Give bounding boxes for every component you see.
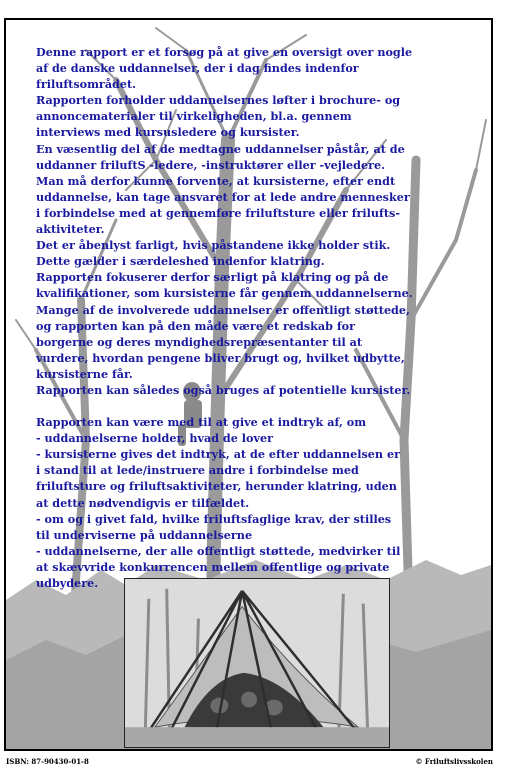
text-line: - om og i givet fald, hvilke friluftsfaglige krav, der stilles	[36, 511, 392, 526]
text-line: borgerne og deres myndighedsrepræsentanter til at	[36, 334, 363, 349]
page-frame	[4, 18, 493, 751]
text-line: i forbindelse med at gennemføre friluftsture eller frilufts-	[36, 205, 400, 220]
text-line: aktiviteter.	[36, 222, 105, 237]
isbn-label: ISBN: 87-90430-01-8	[6, 757, 89, 766]
text-line: at dette nødvendigvis er tilfældet.	[36, 495, 250, 510]
text-line: En væsentlig del af de medtagne uddannelser påstår, at de	[36, 141, 405, 156]
text-line: kursisterne får.	[36, 366, 133, 381]
text-line: Dette gælder i særdeleshed indenfor klatring.	[36, 254, 325, 269]
text-line: - kursisterne gives det indtryk, at de efter uddannelsen er	[36, 447, 400, 462]
text-line: og rapporten kan på den måde være et redskab for	[36, 318, 356, 333]
text-line: Mange af de involverede uddannelser er offentligt støttede,	[36, 302, 410, 317]
text-line: annoncematerialer til virkeligheden, bl.a. gennem	[36, 109, 352, 124]
text-line: til underviserne på uddannelserne	[36, 527, 253, 542]
text-line: - uddannelserne holder, hvad de lover	[36, 431, 273, 446]
text-line: - uddannelserne, der alle offentligt støttede, medvirker til	[36, 543, 401, 558]
text-line: uddannelse, kan tage ansvaret for at lede andre mennesker	[36, 189, 410, 204]
text-line: af de danske uddannelser, der i dag findes indenfor	[36, 61, 359, 76]
text-line: i stand til at lede/instruere andre i forbindelse med	[36, 463, 359, 478]
text-line: Rapporten fokuserer derfor særligt på klatring og på de	[36, 270, 389, 285]
text-line: uddanner friluftS -ledere, -instruktører eller -vejledere.	[36, 157, 386, 172]
text-line: interviews med kursusledere og kursister.	[36, 125, 300, 140]
text-line: Man må derfor kunne forvente, at kursisterne, efter endt	[36, 173, 396, 188]
paragraph-gap	[36, 398, 476, 414]
text-line: friluftsture og friluftsaktiviteter, herunder klatring, uden	[36, 479, 397, 494]
text-line: friluftsområdet.	[36, 77, 137, 92]
text-line: Det er åbenlyst farligt, hvis påstandene ikke holder stik.	[36, 238, 391, 253]
text-line: udbydere.	[36, 576, 99, 590]
text-line: Rapporten forholder uddannelsernes løfter i brochure- og	[36, 93, 401, 108]
text-line: at skævvride konkurrencen mellem offentlige og private	[36, 559, 390, 574]
tent-photo	[124, 578, 390, 748]
report-intro-text	[36, 44, 476, 591]
copyright-label: © Friluftslivsskolen	[415, 757, 493, 766]
text-line: vurdere, hvordan pengene bliver brugt og, hvilket udbytte,	[36, 350, 405, 365]
text-line: kvalifikationer, som kursisterne får gennem uddannelserne.	[36, 286, 413, 301]
tepee-tent-image	[125, 579, 389, 747]
text-line: Rapporten kan således også bruges af potentielle kursister.	[36, 382, 411, 397]
text-line: Denne rapport er et forsøg på at give en oversigt over nogle	[36, 45, 413, 59]
text-line: Rapporten kan være med til at give et indtryk af, om	[36, 415, 367, 430]
